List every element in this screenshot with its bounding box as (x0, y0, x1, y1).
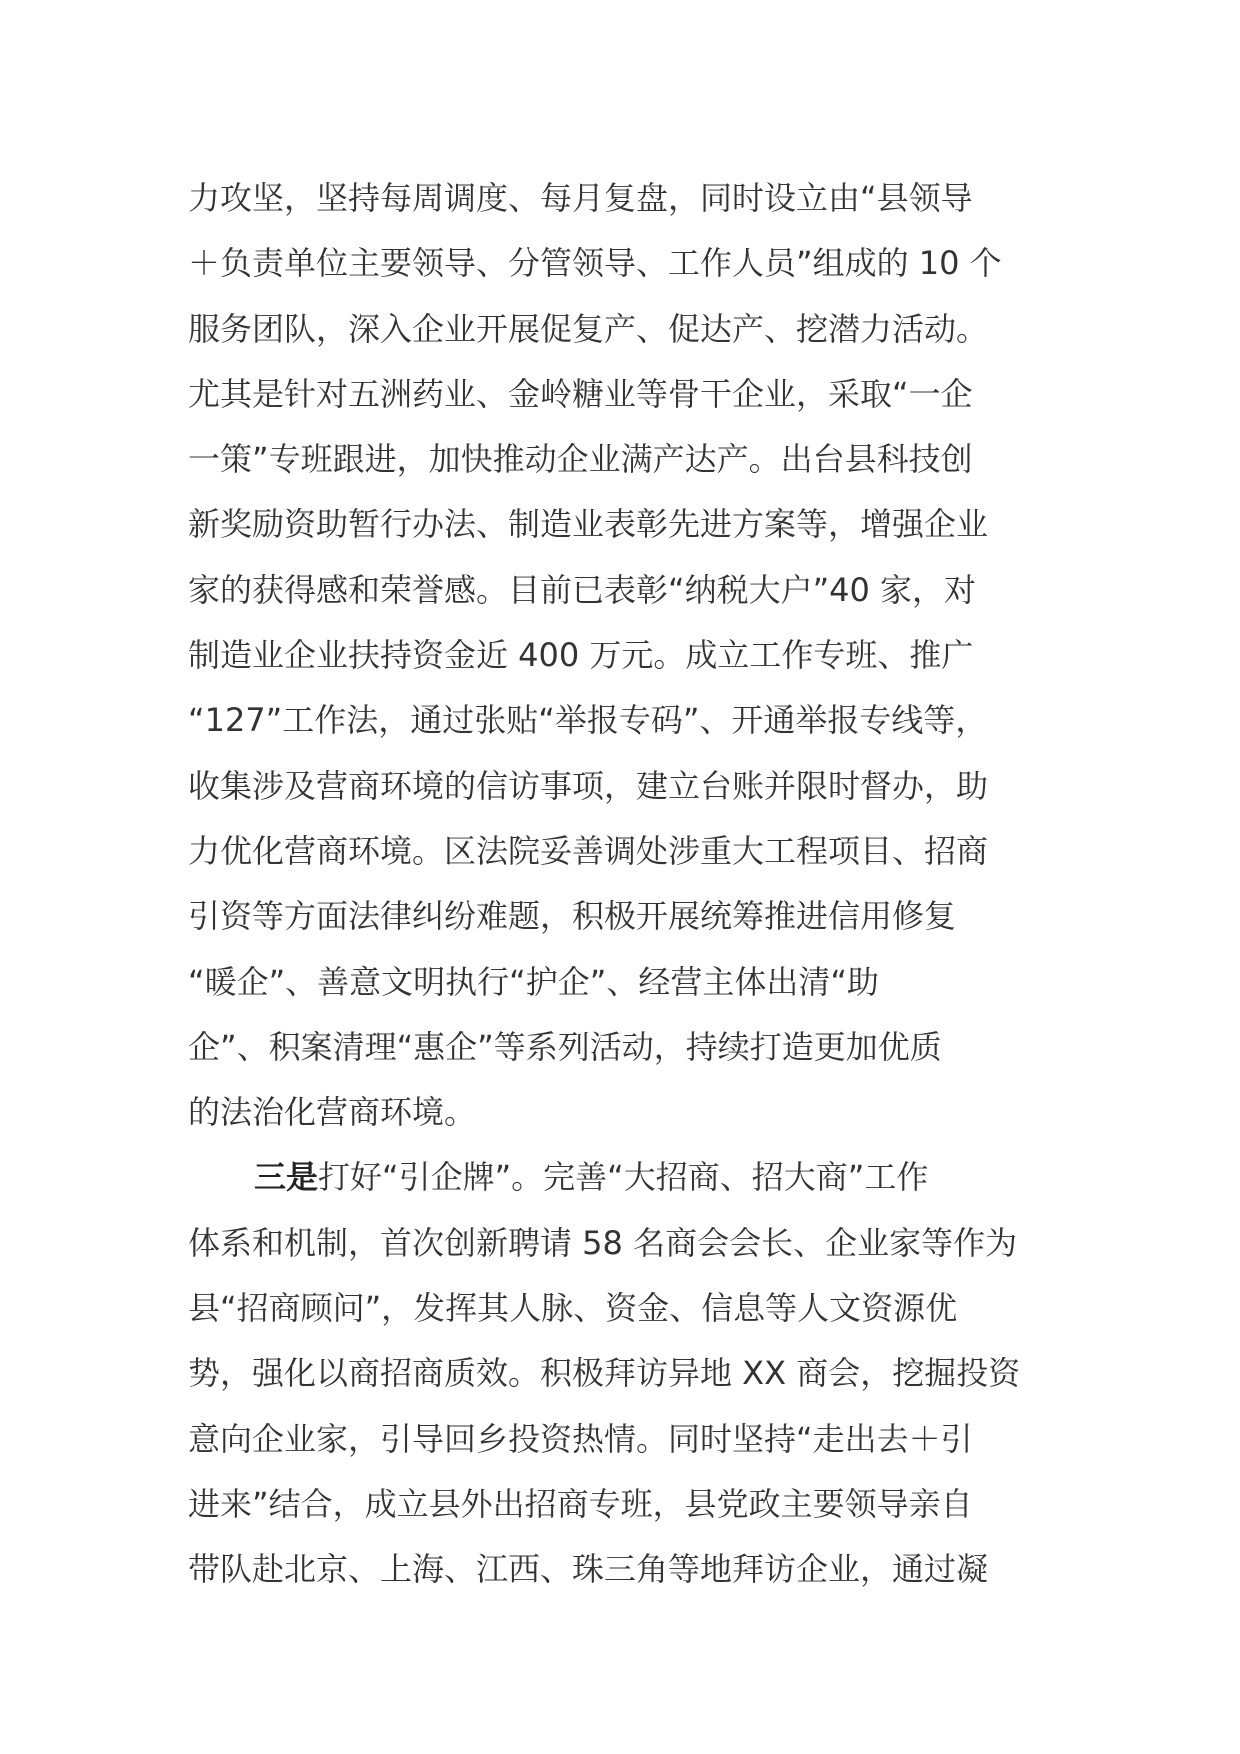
text-line: 引资等方面法律纠纷难题，积极开展统筹推进信用修复 (188, 897, 957, 936)
text-line: 力攻坚，坚持每周调度、每月复盘，同时设立由“县领导 (188, 179, 973, 217)
paragraph-heading: 三是 (254, 1158, 319, 1197)
text-line: 新奖励资助暂行办法、制造业表彰先进方案等，增强企业 (188, 505, 989, 544)
document-body (188, 166, 1068, 1603)
text-line: 尤其是针对五洲药业、金岭糖业等骨干企业，采取“一企 (188, 374, 973, 413)
text-line: 家的获得感和荣誉感。目前已表彰“纳税大户”40 家，对 (188, 570, 977, 609)
paragraph-first-line (188, 1145, 1068, 1210)
text-line: 进来”结合，成立县外出招商专班，县党政主要领导亲自 (188, 1484, 973, 1523)
text-line: 体系和机制，首次创新聘请 58 名商会会长、企业家等作为 (188, 1223, 1018, 1262)
text-line: 制造业企业扶持资金近 400 万元。成立工作专班、推广 (188, 636, 974, 675)
text-line: “暖企”、善意文明执行“护企”、经营主体出清“助 (188, 962, 879, 1001)
text-line: 带队赴北京、上海、江西、珠三角等地拜访企业，通过凝 (188, 1550, 989, 1589)
text-line: 企”、积案清理“惠企”等系列活动，持续打造更加优质 (188, 1027, 942, 1066)
text-line: 意向企业家，引导回乡投资热情。同时坚持“走出去＋引 (188, 1419, 973, 1458)
text-line: 势，强化以商招商质效。积极拜访异地 XX 商会，挖掘投资 (188, 1354, 1021, 1393)
text-line: ＋负责单位主要领导、分管领导、工作人员”组成的 10 个 (188, 244, 1002, 283)
text-line: 收集涉及营商环境的信访事项，建立台账并限时督办，助 (188, 766, 989, 805)
text-line: 服务团队，深入企业开展促复产、促达产、挖潜力活动。 (188, 309, 989, 348)
text-line: “127”工作法，通过张贴“举报专码”、开通举报专线等， (188, 701, 988, 740)
text-line: 一策”专班跟进，加快推动企业满产达产。出台县科技创 (188, 440, 973, 479)
paragraph-first-line-text: 打好“引企牌”。完善“大招商、招大商”工作 (318, 1158, 929, 1197)
text-line: 县“招商顾问”，发挥其人脉、资金、信息等人文资源优 (188, 1289, 958, 1328)
text-line: 的法治化营商环境。 (188, 1093, 477, 1132)
text-line: 力优化营商环境。区法院妥善调处涉重大工程项目、招商 (188, 831, 989, 870)
